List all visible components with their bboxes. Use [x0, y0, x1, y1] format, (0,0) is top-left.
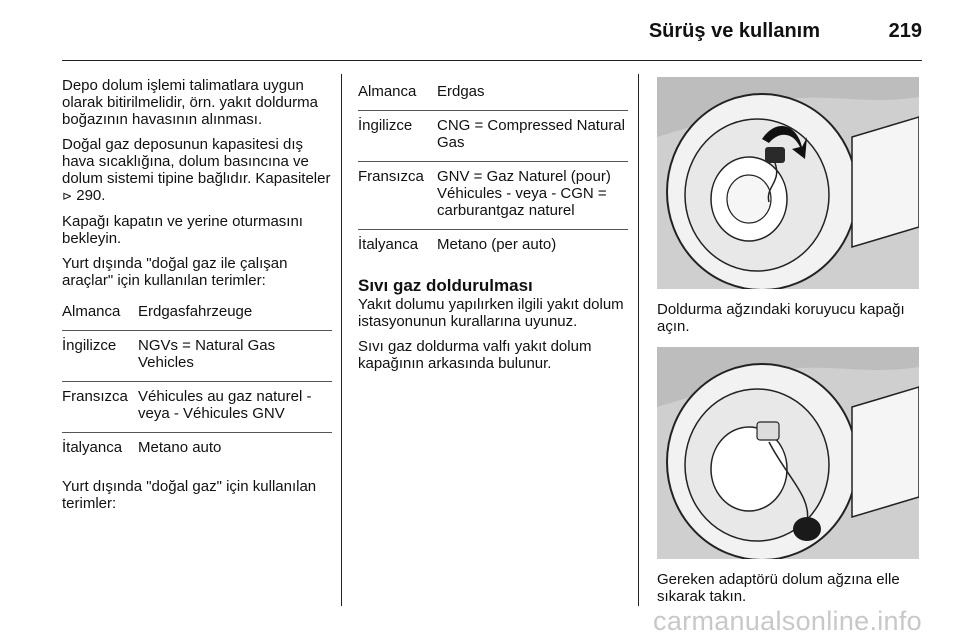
column-2: [358, 77, 628, 380]
table-row: [62, 433, 332, 466]
term-language: Fransızca: [358, 168, 424, 185]
table-row: [62, 331, 332, 382]
term-value: NGVs = Natural Gas Vehicles: [138, 337, 276, 371]
term-language: Almanca: [62, 303, 121, 320]
chapter-title: Sürüş ve kullanım: [648, 20, 820, 42]
watermark-text: carmanualsonline.info: [653, 606, 922, 636]
page-number: 219: [888, 20, 922, 42]
paragraph: Sıvı gaz doldurma valfı yakıt dolum kapağının arkasında bulunur.: [358, 338, 592, 372]
table-row: [358, 230, 628, 263]
figure-open-cap: [657, 77, 919, 289]
adapter-illustration: [657, 347, 919, 559]
term-language: Fransızca: [62, 388, 128, 405]
figure-adapter: [657, 347, 919, 559]
figure-caption: Doldurma ağzındaki koruyucu kapağı açın.: [657, 301, 905, 335]
paragraph: Yurt dışında "doğal gaz ile çalışan araçlar" için kullanılan terimler:: [62, 255, 288, 289]
terms-table: [62, 297, 332, 466]
page-ref-icon: ⊳: [62, 189, 73, 203]
term-value: GNV = Gaz Naturel (pour) Véhicules - veya - CGN = carburantgaz naturel: [437, 168, 611, 219]
figure-caption: Gereken adaptörü dolum ağzına elle sıkarak takın.: [657, 571, 900, 605]
column-divider-2: [638, 74, 639, 606]
term-value: CNG = Compressed Natural Gas: [437, 117, 625, 151]
term-language: İtalyanca: [62, 439, 123, 456]
fuel-flap-illustration: [657, 77, 919, 289]
paragraph: Depo dolum işlemi talimatlara uygun olarak bitirilmelidir, örn. yakıt doldurma boğazının havasının alınması.: [62, 77, 318, 128]
table-row: [358, 111, 628, 162]
term-value: Erdgasfahrzeuge: [138, 303, 253, 320]
table-row: [358, 77, 628, 111]
term-language: İngilizce: [62, 337, 117, 354]
header-divider: [62, 60, 922, 61]
paragraph: [62, 136, 332, 205]
term-value: Metano auto: [138, 439, 222, 456]
page-ref-link[interactable]: 290.: [76, 187, 106, 204]
term-value: Metano (per auto): [437, 236, 557, 253]
paragraph: Kapağı kapatın ve yerine oturmasını bekleyin.: [62, 213, 303, 247]
term-language: İngilizce: [358, 117, 413, 134]
term-value: Erdgas: [437, 83, 485, 100]
term-value: Véhicules au gaz naturel - veya - Véhicules GNV: [138, 388, 312, 422]
paragraph-text: Doğal gaz deposunun kapasitesi dış hava sıcaklığına, dolum basıncına ve dolum sistemi tipine bağlıdır. Kapasiteler: [62, 136, 331, 187]
column-1: [62, 77, 332, 520]
paragraph: Yurt dışında "doğal gaz" için kullanılan terimler:: [62, 478, 317, 512]
terms-table: [358, 77, 628, 263]
term-language: İtalyanca: [358, 236, 419, 253]
section-heading: Sıvı gaz doldurulması: [358, 276, 533, 295]
term-language: Almanca: [358, 83, 417, 100]
table-row: [62, 297, 332, 331]
table-row: [62, 382, 332, 433]
table-row: [358, 162, 628, 230]
column-divider-1: [341, 74, 342, 606]
paragraph: Yakıt dolumu yapılırken ilgili yakıt dolum istasyonunun kurallarına uyunuz.: [358, 296, 624, 330]
column-3: [657, 77, 922, 613]
